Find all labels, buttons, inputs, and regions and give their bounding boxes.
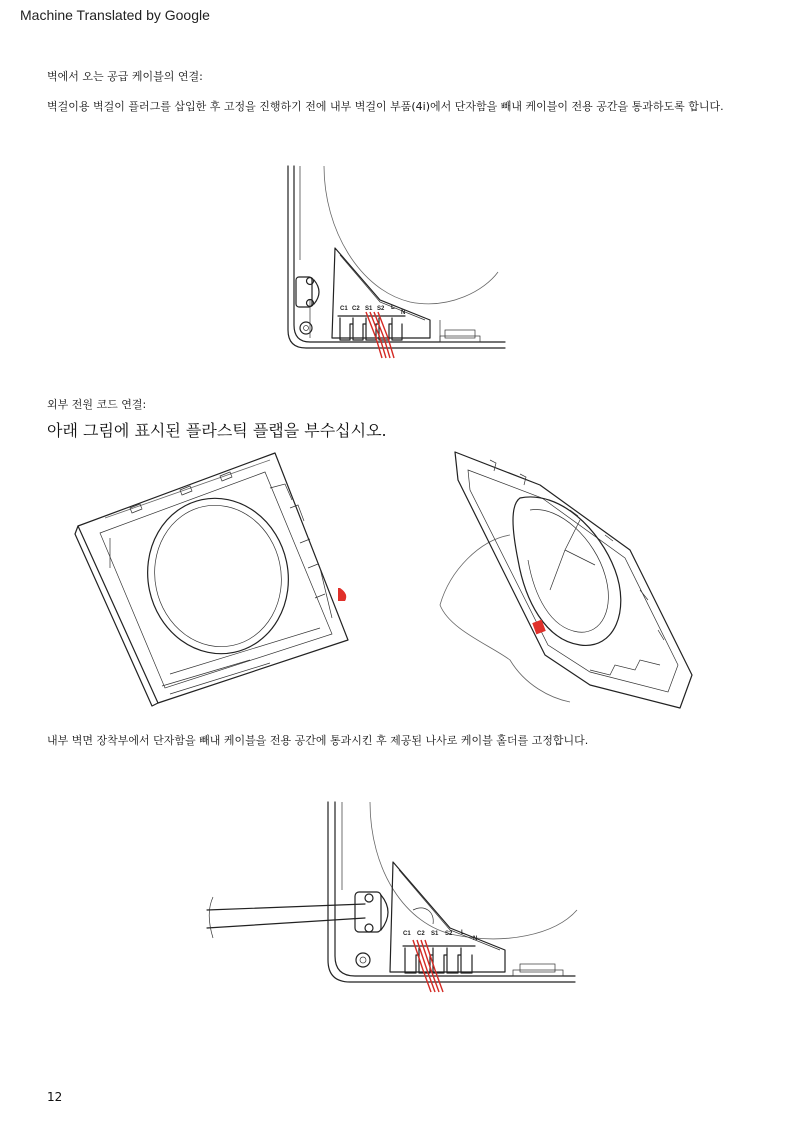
terminal-label-s2: S2 <box>445 931 453 937</box>
terminal-label-s1: S1 <box>431 931 439 937</box>
section1-instruction: 벽걸이용 벽걸이 플러그를 삽입한 후 고정을 진행하기 전에 내부 벽걸이 부품(4i)에서 단자함을 빼내 케이블이 전용 공간을 통과하도록 합니다. <box>47 100 724 113</box>
page-number: 12 <box>47 1090 63 1104</box>
supply-cable-wires <box>413 940 443 992</box>
terminal-label-c2: C2 <box>417 931 425 937</box>
cable-holder <box>355 892 388 967</box>
terminal-label-c1: C1 <box>403 931 411 937</box>
terminal-block-figure-1 <box>280 160 515 365</box>
terminal-slots <box>403 946 475 973</box>
section1-heading: 벽에서 오는 공급 케이블의 연결: <box>47 70 203 83</box>
terminal-label-n: N <box>401 310 406 316</box>
section2-heading: 외부 전원 코드 연결: <box>47 398 147 411</box>
terminal-label-s2: S2 <box>377 306 385 312</box>
terminal-label-s1: S1 <box>365 306 373 312</box>
plastic-flap-highlight <box>338 588 346 601</box>
supply-cable-wires <box>366 312 394 358</box>
housing-front-figure <box>70 448 365 708</box>
translation-banner: Machine Translated by Google <box>20 7 210 23</box>
section2-instruction: 아래 그림에 표시된 플라스틱 플랩을 부수십시오. <box>47 421 387 440</box>
section3-instruction: 내부 벽면 장착부에서 단자함을 빼내 케이블을 전용 공간에 통과시킨 후 제공된 나사로 케이블 홀더를 고정합니다. <box>47 734 589 747</box>
terminal-label-l: L <box>461 930 465 936</box>
terminal-block-figure-2 <box>205 800 585 1000</box>
terminal-label-n: N <box>473 936 478 942</box>
housing-perspective-figure <box>430 440 705 715</box>
terminal-label-c1: C1 <box>340 306 348 312</box>
housing-body <box>75 453 348 706</box>
cable-clamp <box>296 277 319 334</box>
housing-outline <box>288 166 505 348</box>
terminal-label-l: L <box>391 305 395 311</box>
external-power-cord <box>207 897 365 938</box>
housing-body <box>455 452 692 708</box>
terminal-label-c2: C2 <box>352 306 360 312</box>
